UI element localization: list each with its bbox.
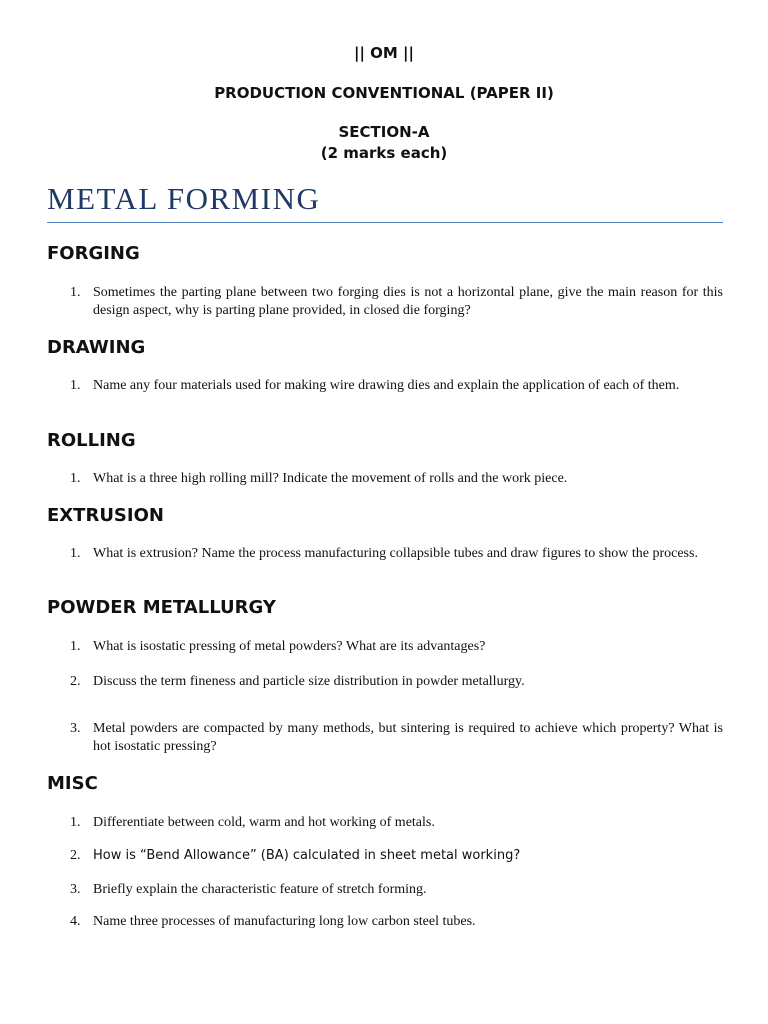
list-item (70, 638, 723, 656)
header-om: || OM || (353, 44, 415, 62)
item-number: 1. (70, 815, 81, 830)
item-text: What is a three high rolling mill? Indicate the movement of rolls and the work piece. (93, 471, 568, 486)
item-number: 1. (70, 378, 81, 393)
item-text: How is “Bend Allowance” (BA) calculated in sheet metal working? (93, 848, 521, 863)
section-heading-rolling: ROLLING (47, 430, 136, 451)
item-number: 2. (70, 848, 81, 863)
list-item (70, 673, 723, 691)
section-heading-misc: MISC (47, 773, 98, 794)
item-text: What is extrusion? Name the process manufacturing collapsible tubes and draw figures to show the process. (93, 546, 698, 561)
item-number: 3. (70, 882, 81, 897)
item-text: Briefly explain the characteristic feature of stretch forming. (93, 882, 427, 897)
item-text: Differentiate between cold, warm and hot working of metals. (93, 815, 435, 830)
item-number: 1. (70, 546, 81, 561)
item-number: 2. (70, 674, 81, 689)
header-marks: (2 marks each) (320, 144, 448, 162)
item-text: Discuss the term fineness and particle size distribution in powder metallurgy. (93, 674, 525, 689)
item-text: Name three processes of manufacturing long low carbon steel tubes. (93, 914, 476, 929)
item-text: Sometimes the parting plane between two forging dies is not a horizontal plane, give the main reason for this design aspect, why is parting plane provided, in closed die forging? (93, 285, 723, 318)
item-text: Name any four materials used for making wire drawing dies and explain the application of each of them. (93, 378, 680, 393)
section-heading-extrusion: EXTRUSION (47, 505, 164, 526)
list-item (70, 284, 723, 320)
list-item (70, 377, 723, 395)
item-number: 1. (70, 639, 81, 654)
document-title: METAL FORMING (47, 181, 321, 216)
title-divider (47, 222, 723, 223)
list-item (70, 913, 723, 931)
item-number: 4. (70, 914, 81, 929)
section-heading-drawing: DRAWING (47, 337, 146, 358)
section-heading-powder-metallurgy: POWDER METALLURGY (47, 597, 276, 618)
list-item (70, 470, 723, 488)
list-item (70, 881, 723, 899)
header-section: SECTION-A (338, 123, 430, 141)
item-number: 1. (70, 471, 81, 486)
item-number: 3. (70, 721, 81, 736)
item-number: 1. (70, 285, 81, 300)
list-item (70, 720, 723, 756)
list-item (70, 814, 723, 832)
item-text: What is isostatic pressing of metal powders? What are its advantages? (93, 639, 486, 654)
item-text: Metal powders are compacted by many methods, but sintering is required to achieve which property? What is hot isostatic pressing? (93, 721, 723, 754)
list-item (70, 545, 723, 563)
section-heading-forging: FORGING (47, 243, 140, 264)
list-item (70, 847, 723, 865)
header-paper-title: PRODUCTION CONVENTIONAL (PAPER II) (214, 84, 554, 102)
